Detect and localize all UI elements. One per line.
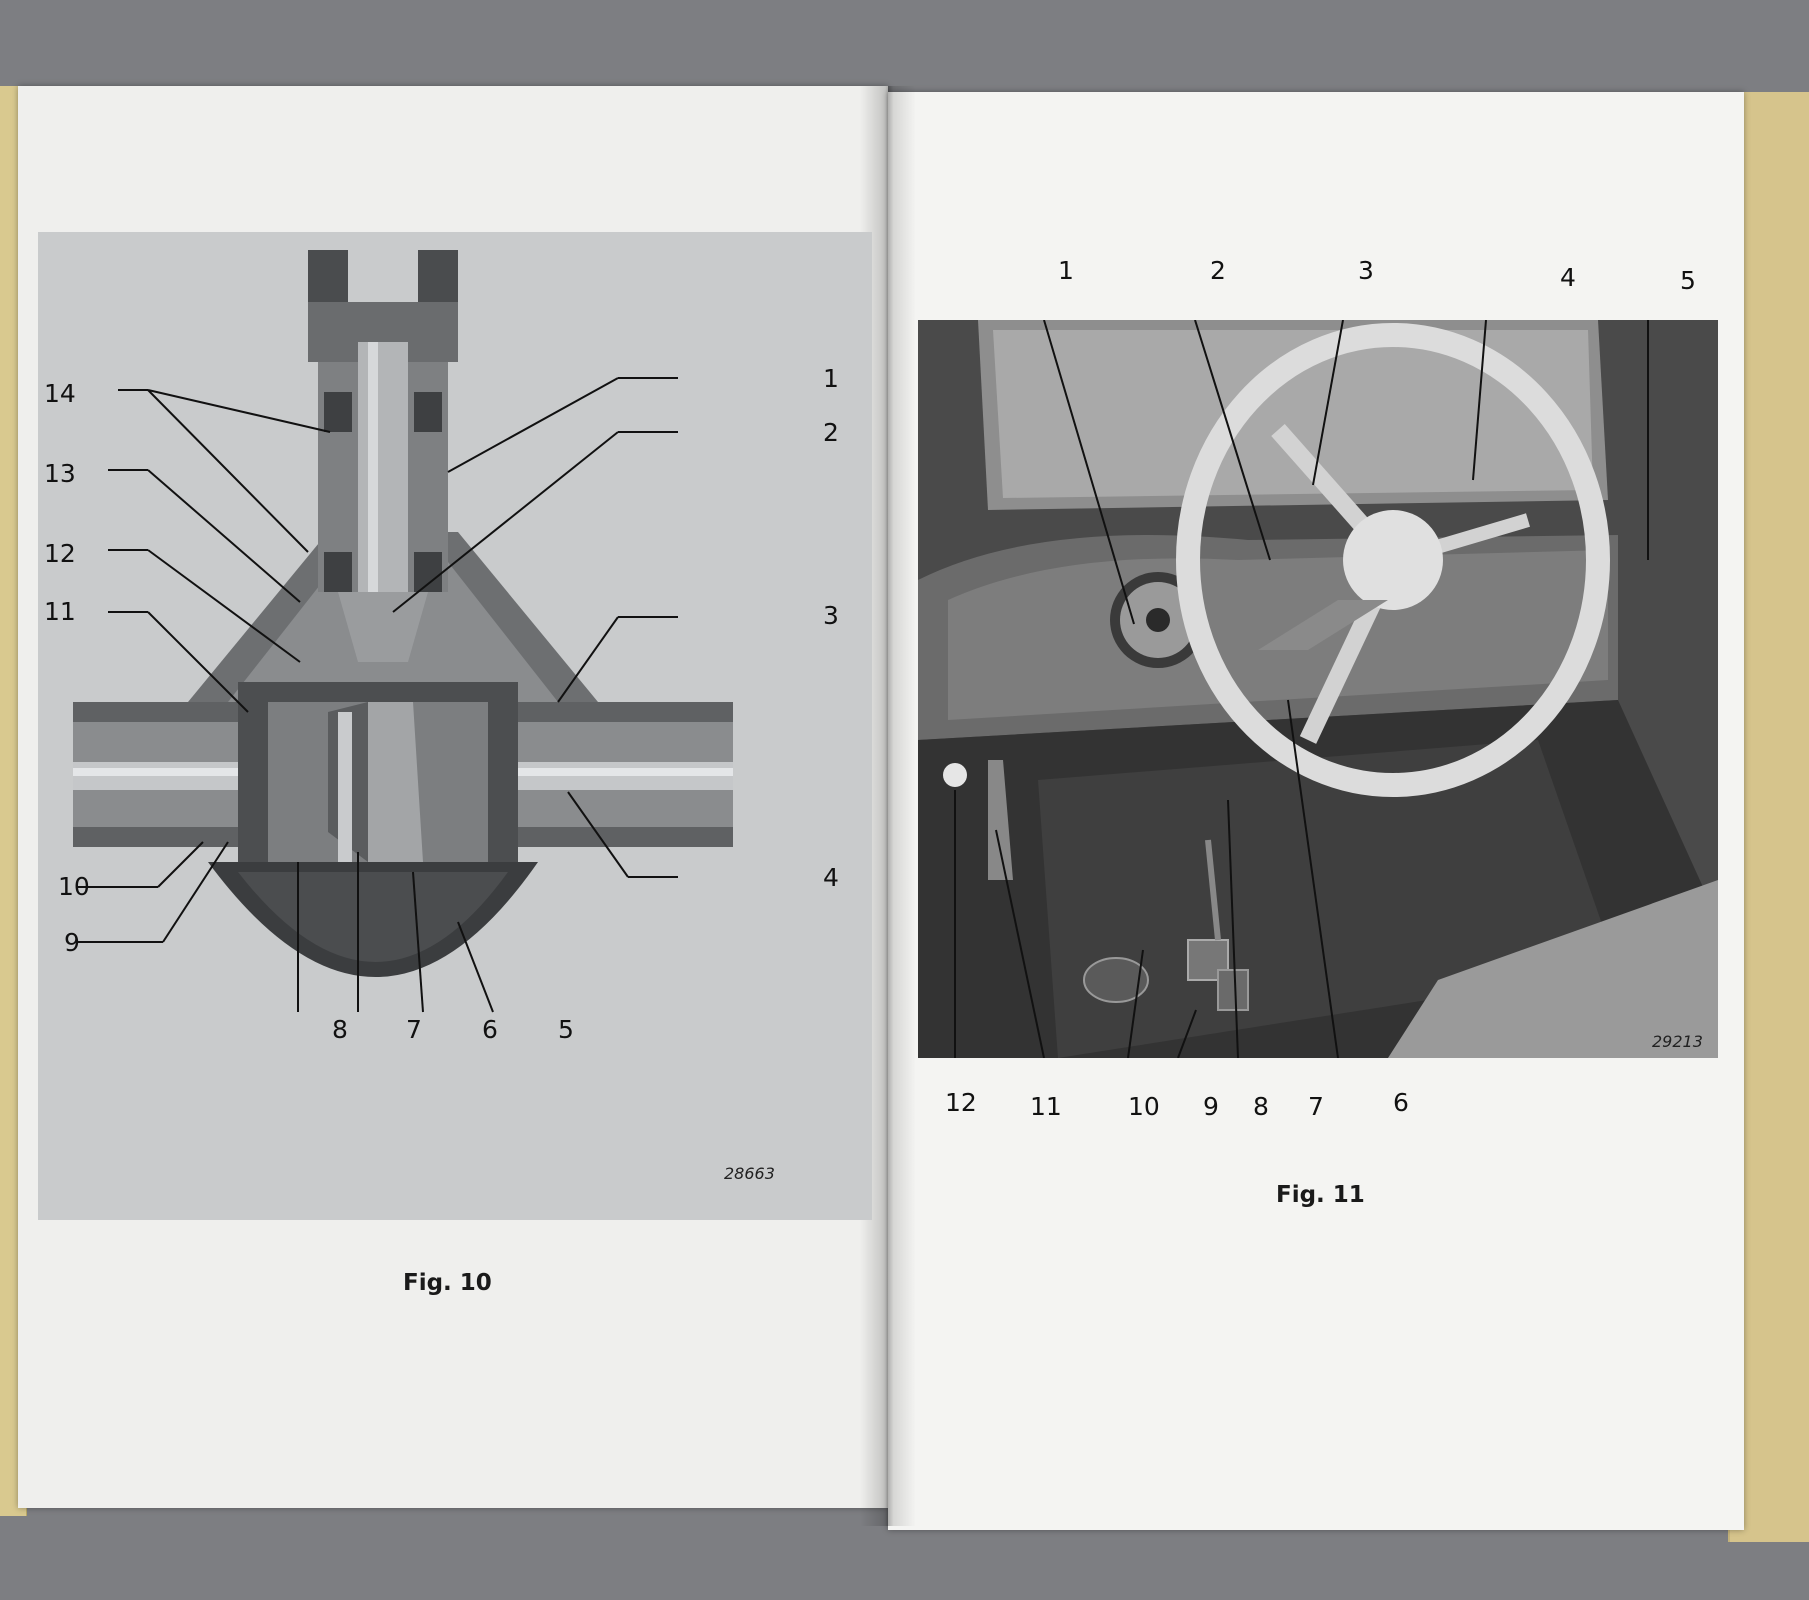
- fig10-callout: 13: [44, 459, 76, 488]
- fig10-callout: 12: [44, 539, 76, 568]
- fig11-callout: 12: [945, 1088, 977, 1117]
- fig10-callout: 4: [823, 863, 839, 892]
- fig10-callout: 8: [332, 1015, 348, 1044]
- fig11-caption: Fig. 11: [1276, 1182, 1365, 1208]
- fig10-callout: 7: [406, 1015, 422, 1044]
- fig10-callout: 5: [558, 1015, 574, 1044]
- fig10-caption: Fig. 10: [403, 1270, 492, 1296]
- fig11-callout: 10: [1128, 1092, 1160, 1121]
- fig11-callout: 9: [1203, 1092, 1219, 1121]
- fig11-callout: 6: [1393, 1088, 1409, 1117]
- fig10-callout: 11: [44, 597, 76, 626]
- fig11-callout: 8: [1253, 1092, 1269, 1121]
- fig11-callout: 3: [1358, 256, 1374, 285]
- fig10-differential-illustration: [38, 232, 872, 1220]
- fig10-callout: 10: [58, 872, 90, 901]
- fig11-plate: [918, 320, 1718, 1058]
- fig11-dashboard-photo: [918, 320, 1718, 1058]
- fig10-callout: 3: [823, 601, 839, 630]
- fig11-callout: 11: [1030, 1092, 1062, 1121]
- fig11-callout: 2: [1210, 256, 1226, 285]
- fig11-callout: 5: [1680, 266, 1696, 295]
- fig10-callout: 14: [44, 379, 76, 408]
- fig10-callout: 2: [823, 418, 839, 447]
- fig10-plate: [38, 232, 872, 1220]
- fig10-callout: 6: [482, 1015, 498, 1044]
- fig10-callout: 1: [823, 364, 839, 393]
- fig11-photo-number: 29213: [1652, 1032, 1703, 1051]
- fig10-photo-number: 28663: [724, 1164, 775, 1183]
- fig11-callout: 4: [1560, 263, 1576, 292]
- fig11-callout: 1: [1058, 256, 1074, 285]
- fig10-callout: 9: [64, 928, 80, 957]
- fig11-callout: 7: [1308, 1092, 1324, 1121]
